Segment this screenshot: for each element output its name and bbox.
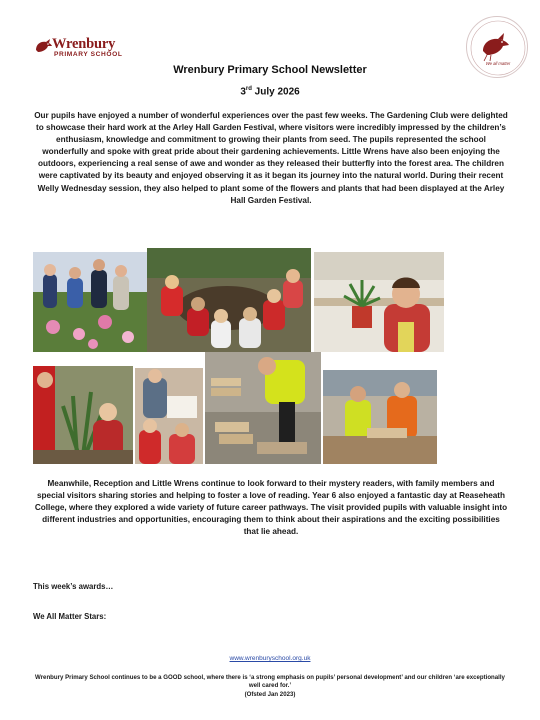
newsletter-date [0,86,540,97]
date-rest: July 2026 [251,86,300,98]
school-website-link[interactable]: www.wrenburyschool.org.uk [229,655,311,662]
ofsted-statement [30,674,510,699]
photo-planting-children [147,248,311,352]
date-day: 3 [240,86,246,98]
photo-garden-festival [33,252,147,352]
logo-subtitle: PRIMARY SCHOOL [54,51,123,58]
badge-motto: We all matter [485,61,511,66]
newsletter-title: Wrenbury Primary School Newsletter [173,64,367,76]
wren-logo-icon [34,38,54,56]
photo-college-bricklaying [205,352,321,464]
photo-reading-session [135,368,203,464]
photo-children-with-plants [33,366,133,464]
events-paragraph: Meanwhile, Reception and Little Wrens continue to look forward to their mystery readers, with family members and special visitors sharing stories and helping to foster a love of reading. Year 6 also enjoyed a fantastic day at Reaseheath College, where they explored a wide variety of future career pathways. The visit provided pupils with valuable insight into different industries and opportunities, encouraging them to think about their aspirations and the exciting possibilities that lie ahead. [34,479,508,537]
photo-college-woodwork [323,370,437,464]
intro-paragraph: Our pupils have enjoyed a number of wonderful experiences over the past few weeks. The Gardening Club were delighted to showcase their hard work at the Arley Hall Garden Festival, where visitors were incredibly impressed by the children’s enthusiasm, knowledge and commitment to growing their plants from seed. The pupils represented the school wonderfully and spoke with great pride about their gardening achievements. Little Wrens have also been enjoying the outdoors, experiencing a real sense of awe and wonder as they released their butterfly into the forest area. The children were captivated by its beauty and enjoyed observing it as it began its journey into the natural world. During their recent Welly Wednesday session, they also helped to plant some of the flowers and plants that had been displayed at the Arley Hall Garden Festival. [34,111,508,205]
ofsted-date: (Ofsted Jan 2023) [244,690,296,698]
school-logo [34,36,130,60]
date-suffix: rd [245,86,252,92]
stars-label: We All Matter Stars: [33,612,107,621]
logo-name: Wrenbury [52,36,116,52]
awards-label: This week’s awards… [33,582,114,591]
ofsted-quote: Wrenbury Primary School continues to be a GOOD school, where there is ‘a strong emphasis on pupils’ personal development’ and our children ‘are exceptionally well cared for.’ [35,674,505,690]
photo-girl-with-plant [314,252,444,352]
